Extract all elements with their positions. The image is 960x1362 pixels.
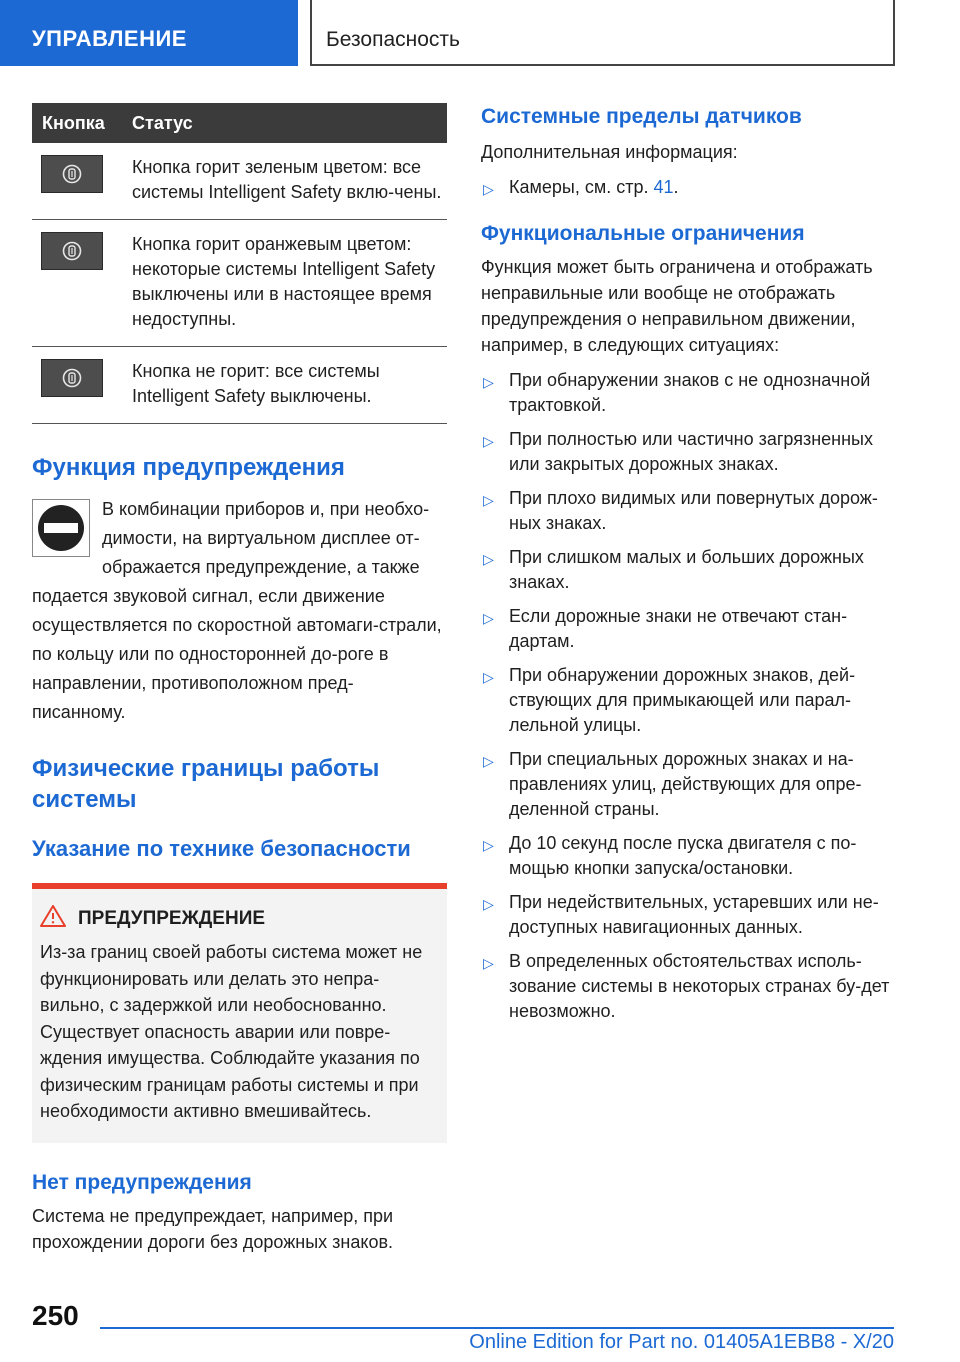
warning-function-heading: Функция предупреждения <box>32 454 345 481</box>
list-item: ▷ При плохо видимых или повернутых дорож-ных знаках. <box>483 488 878 533</box>
table-row <box>32 220 447 347</box>
warning-triangle-icon <box>40 905 66 933</box>
triangle-bullet-icon: ▷ <box>483 610 494 626</box>
page-link[interactable]: 41 <box>653 177 674 197</box>
triangle-bullet-icon: ▷ <box>483 753 494 769</box>
status-text: Кнопка горит оранжевым цветом: некоторые системы Intelligent Safety выключены или в настоящее время недоступны. <box>132 220 447 347</box>
triangle-bullet-icon: ▷ <box>483 492 494 508</box>
intelligent-safety-button-icon <box>41 359 103 397</box>
list-item: ▷ При полностью или частично загрязненных или закрытых дорожных знаках. <box>483 429 873 474</box>
sensor-limits-heading: Системные пределы датчиков <box>481 105 802 128</box>
status-text: Кнопка горит зеленым цветом: все системы Intelligent Safety вклю-чены. <box>132 143 447 220</box>
functional-limits-text: Функция может быть ограничена и отображать неправильные или вообще не отображать предупреждения о неправильном движении, например, в следующих ситуациях: <box>481 257 873 355</box>
chapter-title: Безопасность <box>310 0 895 66</box>
physical-limits-heading: Физические границы работы системы <box>32 755 380 813</box>
right-column <box>481 103 911 1033</box>
triangle-bullet-icon: ▷ <box>483 181 494 197</box>
warning-text: Из-за границ своей работы система может не функционировать или делать это непра-вильно, с задержкой или необоснованно. Существует опасность аварии или повре-ждения имущества. Соблюдайте указания по физическим границам работы системы и при необходимости активно вмешивайтесь. <box>40 942 423 1121</box>
safety-note-heading: Указание по технике безопасности <box>32 836 411 861</box>
triangle-bullet-icon: ▷ <box>483 433 494 449</box>
intelligent-safety-button-icon <box>41 232 103 270</box>
triangle-bullet-icon: ▷ <box>483 896 494 912</box>
left-column <box>32 103 447 1255</box>
list-item: ▷ При недействительных, устаревших или не-доступных навигационных данных. <box>483 892 879 937</box>
list-item: ▷ В определенных обстоятельствах исполь-зование системы в некоторых странах бу-дет невозможно. <box>483 951 890 1021</box>
list-item: ▷ При специальных дорожных знаках и на-правлениях улиц, действующих для опре-деленной страны. <box>483 749 862 819</box>
functional-limits-list <box>481 368 901 1024</box>
triangle-bullet-icon: ▷ <box>483 955 494 971</box>
functional-limits-heading: Функциональные ограничения <box>481 222 805 245</box>
button-status-table <box>32 103 447 424</box>
no-warning-text: Система не предупреждает, например, при прохождении дороги без дорожных знаков. <box>32 1205 394 1252</box>
table-header-status: Статус <box>132 103 447 143</box>
no-entry-sign-icon <box>32 499 90 557</box>
triangle-bullet-icon: ▷ <box>483 837 494 853</box>
list-item: ▷ При обнаружении знаков с не однозначной трактовкой. <box>483 370 871 415</box>
warning-function-block <box>32 497 447 727</box>
triangle-bullet-icon: ▷ <box>483 551 494 567</box>
no-warning-heading: Нет предупреждения <box>32 1170 252 1194</box>
triangle-bullet-icon: ▷ <box>483 374 494 390</box>
table-header-button: Кнопка <box>32 103 132 143</box>
table-row <box>32 347 447 424</box>
status-text: Кнопка не горит: все системы Intelligent Safety выключены. <box>132 347 447 424</box>
list-item: ▷ Камеры, см. стр. 41. <box>481 175 911 200</box>
triangle-bullet-icon: ▷ <box>483 669 494 685</box>
warning-title: ПРЕДУПРЕЖДЕНИЕ <box>78 908 266 929</box>
table-row <box>32 143 447 220</box>
edition-footer: Online Edition for Part no. 01405A1EBB8 - X/20 <box>469 1331 894 1353</box>
warning-box <box>32 889 447 1143</box>
sensor-limits-text: Дополнительная информация: <box>481 142 738 162</box>
sensor-limits-list <box>481 175 911 200</box>
list-item: ▷ При обнаружении дорожных знаков, дей-ствующих для примыкающей или парал-лельной улицы. <box>483 665 856 735</box>
intelligent-safety-button-icon <box>41 155 103 193</box>
list-item: ▷ При слишком малых и больших дорожных знаках. <box>483 547 864 592</box>
list-item: ▷ До 10 секунд после пуска двигателя с по-мощью кнопки запуска/остановки. <box>483 833 857 878</box>
footer-divider <box>100 1327 894 1329</box>
table-header-row <box>32 103 447 143</box>
warning-function-text: В комбинации приборов и, при необхо-димости, на виртуальном дисплее от-ображается предупреждение, а также подается звуковой сигнал, если движение осуществляется по скоростной автомаги-страли, по кольцу или по односторонней до-роге в направлении, противоположном пред-писанному. <box>32 499 442 722</box>
section-tab: УПРАВЛЕНИЕ <box>0 0 298 66</box>
page-number: 250 <box>32 1300 79 1331</box>
list-item: ▷ Если дорожные знаки не отвечают стан-дартам. <box>483 606 848 651</box>
